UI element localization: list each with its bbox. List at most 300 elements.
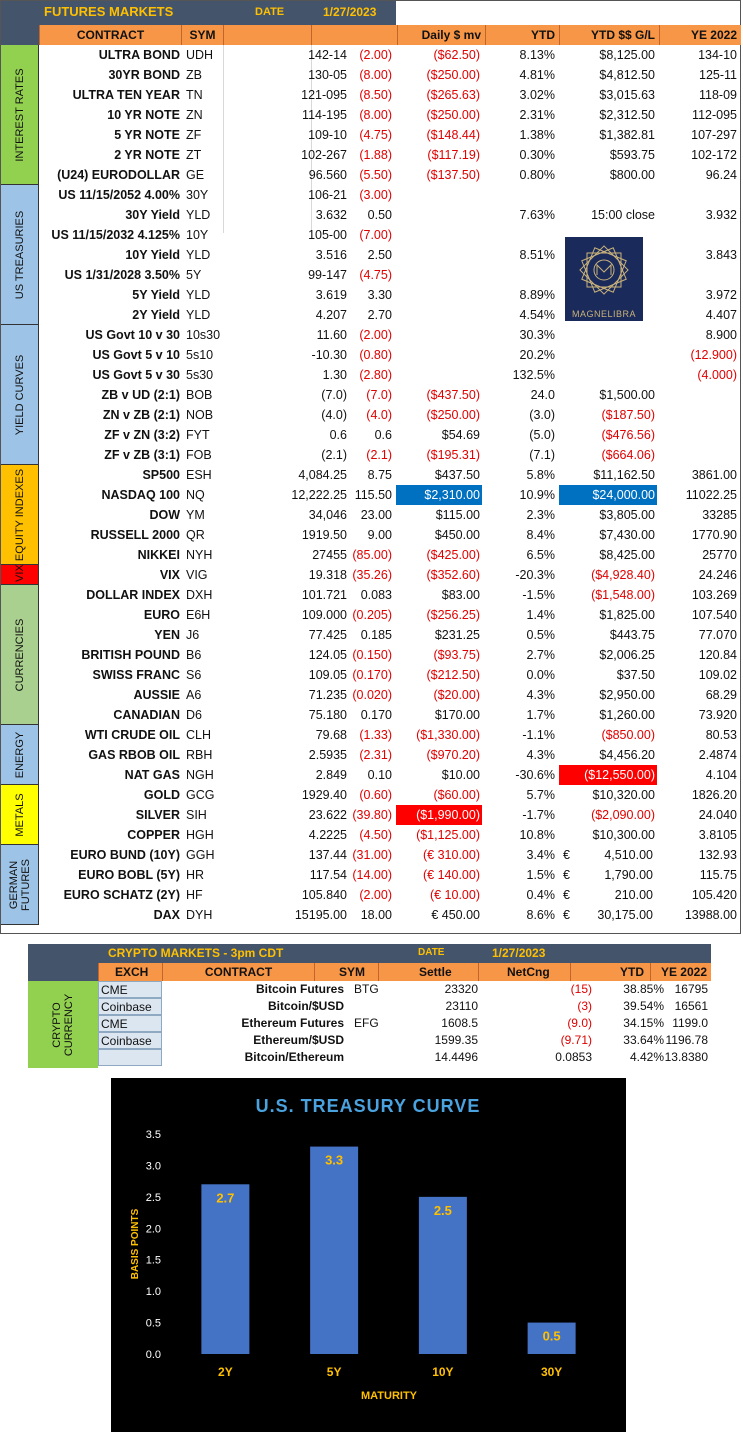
change-cell: (0.170) <box>352 668 392 682</box>
symbol-cell: 5Y <box>186 268 202 282</box>
table-row <box>39 425 741 445</box>
category-cell <box>1 785 39 845</box>
symbol-cell: CLH <box>186 728 212 742</box>
daily-mv-cell: ($195.31) <box>426 448 480 462</box>
ye-2022-cell: 118-09 <box>699 88 737 102</box>
symbol-cell: SIH <box>186 808 207 822</box>
category-cell <box>1 325 39 465</box>
ytd-gl-cell: $7,430.00 <box>599 528 655 542</box>
price-cell: 109.000 <box>301 608 347 622</box>
contract-cell: 2Y Yield <box>132 308 180 322</box>
crypto-corner-header <box>28 963 98 981</box>
contract-cell: SWISS FRANC <box>92 668 180 682</box>
ytd-cell: 20.2% <box>519 348 555 362</box>
ye-2022-cell: 107.540 <box>691 608 737 622</box>
ytd-gl-cell: 210.00 <box>614 888 653 902</box>
change-cell: 0.10 <box>367 768 392 782</box>
crypto-col-sym: SYM <box>314 963 378 981</box>
ytd-cell <box>485 265 555 285</box>
ytd-cell: 4.3% <box>526 748 555 762</box>
change-cell: (0.020) <box>352 688 392 702</box>
bar-data-label: 0.5 <box>542 1328 561 1344</box>
ye-2022-cell: 132.93 <box>698 848 737 862</box>
contract-cell: WTI CRUDE OIL <box>84 728 180 742</box>
daily-mv-cell: $450.00 <box>434 528 480 542</box>
contract-cell: EURO BOBL (5Y) <box>78 868 180 882</box>
ytd-gl-cell: ($12,550.00) <box>559 765 657 785</box>
contract-cell: US Govt 5 v 30 <box>92 368 180 382</box>
crypto-row <box>98 981 711 998</box>
contract-cell: VIX <box>159 568 180 582</box>
treasury-curve-chart <box>111 1078 626 1432</box>
daily-mv-cell: ($352.60) <box>426 568 480 582</box>
ytd-cell: 1.5% <box>526 868 555 882</box>
price-cell: 0.6 <box>329 428 347 442</box>
price-cell: 99-147 <box>308 268 347 282</box>
daily-mv-cell: ($60.00) <box>433 788 480 802</box>
ye-2022-cell: 68.29 <box>705 688 737 702</box>
ytd-gl-cell: ($4,928.40) <box>591 568 655 582</box>
price-cell: 124.05 <box>308 648 347 662</box>
table-row <box>39 665 741 685</box>
daily-mv-cell: ($1,125.00) <box>416 828 480 842</box>
ytd-cell: 5.7% <box>526 788 555 802</box>
ytd-gl-cell: $443.75 <box>609 628 655 642</box>
price-cell: 105-00 <box>308 228 347 242</box>
symbol-cell: NQ <box>186 488 205 502</box>
category-label: US TREASURIES <box>13 210 26 299</box>
contract-cell: DOLLAR INDEX <box>86 588 180 602</box>
price-cell: 137.44 <box>308 848 347 862</box>
price-cell: 109.05 <box>308 668 347 682</box>
contract-cell: 5 YR NOTE <box>114 128 180 142</box>
ytd-gl-cell: ($476.56) <box>601 428 655 442</box>
price-cell: 3.632 <box>315 208 347 222</box>
symbol-cell: B6 <box>186 648 202 662</box>
symbol-cell: 30Y <box>186 188 209 202</box>
symbol-cell: GCG <box>186 788 215 802</box>
daily-mv-cell: € 450.00 <box>431 908 480 922</box>
ytd-gl-cell: 4,510.00 <box>604 848 653 862</box>
ye-2022-cell: 102-172 <box>691 148 737 162</box>
symbol-cell: YLD <box>186 248 211 262</box>
change-cell: (39.80) <box>352 808 392 822</box>
ytd-cell: 33.64% <box>623 1033 664 1047</box>
ytd-cell: 8.6% <box>526 908 555 922</box>
ytd-gl-cell: $37.50 <box>616 668 655 682</box>
symbol-cell: RBH <box>186 748 213 762</box>
category-cell <box>1 585 39 725</box>
daily-mv-cell: $54.69 <box>441 428 480 442</box>
contract-cell: EURO BUND (10Y) <box>70 848 180 862</box>
ye-2022-cell: 73.920 <box>698 708 737 722</box>
bar-data-label: 2.5 <box>433 1202 452 1218</box>
x-tick-label: 30Y <box>540 1365 563 1379</box>
change-cell: 0.185 <box>360 628 392 642</box>
price-cell: 121-095 <box>301 88 347 102</box>
ye-2022-cell: 77.070 <box>698 628 737 642</box>
table-row <box>39 125 741 145</box>
contract-cell: ZN v ZB (2:1) <box>102 408 180 422</box>
ye-2022-cell: 1826.20 <box>691 788 737 802</box>
daily-mv-cell: $115.00 <box>435 508 480 522</box>
contract-cell: NAT GAS <box>124 768 180 782</box>
price-cell: 4,084.25 <box>298 468 347 482</box>
change-cell: (8.00) <box>359 68 392 82</box>
price-cell: 96.560 <box>308 168 347 182</box>
table-row <box>39 105 741 125</box>
ytd-cell: 0.80% <box>519 168 555 182</box>
contract-cell: US 1/31/2028 3.50% <box>64 268 180 282</box>
category-label: INTEREST RATES <box>13 67 26 162</box>
ye-2022-cell <box>659 425 737 445</box>
col-header-contract: CONTRACT <box>39 25 181 45</box>
table-row <box>39 45 741 65</box>
contract-cell: Bitcoin Futures <box>255 982 344 996</box>
table-row <box>39 85 741 105</box>
daily-mv-cell <box>396 225 482 245</box>
symbol-cell: 5s10 <box>186 348 214 362</box>
ytd-gl-cell <box>559 365 657 385</box>
ye-2022-cell: 1770.90 <box>691 528 737 542</box>
exchange-cell: CME <box>98 1015 162 1032</box>
ye-2022-cell: 3.932 <box>705 208 737 222</box>
exchange-cell: CME <box>98 981 162 998</box>
settle-cell: 23110 <box>445 999 478 1013</box>
price-cell: 11.60 <box>316 328 347 342</box>
settle-cell: 14.4496 <box>434 1050 478 1064</box>
change-cell: (2.31) <box>359 748 392 762</box>
price-cell: 12,222.25 <box>291 488 347 502</box>
price-cell: (4.0) <box>321 408 347 422</box>
table-row <box>39 505 741 525</box>
ye-2022-cell: (4.000) <box>697 368 737 382</box>
daily-mv-cell <box>396 265 482 285</box>
ytd-cell: -30.6% <box>515 768 555 782</box>
ye-2022-cell: 134-10 <box>698 48 737 62</box>
ye-2022-cell <box>659 385 737 405</box>
ye-2022-cell: 13988.00 <box>684 908 737 922</box>
ytd-cell: 4.81% <box>519 68 555 82</box>
ye-2022-cell: 1196.78 <box>665 1033 708 1047</box>
daily-mv-cell: ($250.00) <box>426 408 480 422</box>
ye-2022-cell: 115.75 <box>699 868 737 882</box>
ytd-cell: 8.89% <box>519 288 555 302</box>
contract-cell: 30YR BOND <box>108 68 180 82</box>
table-row <box>39 765 741 785</box>
contract-cell: BRITISH POUND <box>81 648 180 662</box>
ytd-cell: 132.5% <box>512 368 555 382</box>
y-axis-label: BASIS POINTS <box>130 1208 141 1280</box>
ytd-cell: 8.51% <box>519 248 555 262</box>
symbol-cell: GGH <box>186 848 215 862</box>
daily-mv-cell <box>396 305 482 325</box>
daily-mv-cell: ($265.63) <box>426 88 480 102</box>
settle-cell: 23320 <box>444 982 478 996</box>
symbol-cell: FYT <box>186 428 210 442</box>
col-header-daily-mv: Daily $ mv <box>397 25 485 45</box>
contract-cell: AUSSIE <box>133 688 180 702</box>
price-cell: 101.721 <box>301 588 347 602</box>
symbol-cell: EFG <box>354 1016 379 1030</box>
y-tick-label: 0.0 <box>145 1349 161 1361</box>
crypto-row <box>98 1049 711 1066</box>
change-cell: 115.50 <box>354 488 392 502</box>
category-cell <box>1 565 39 585</box>
symbol-cell: HF <box>186 888 203 902</box>
contract-cell: 30Y Yield <box>125 208 180 222</box>
ytd-gl-cell: $24,000.00 <box>559 485 657 505</box>
ytd-cell: 8.4% <box>526 528 555 542</box>
ytd-gl-cell <box>559 325 657 345</box>
change-cell: (1.33) <box>359 728 392 742</box>
ytd-gl-cell: $3,805.00 <box>599 508 655 522</box>
ytd-cell: 10.9% <box>519 488 555 502</box>
category-label: ENERGY <box>13 731 26 778</box>
ytd-cell: 4.3% <box>526 688 555 702</box>
ye-2022-cell <box>659 445 737 465</box>
symbol-cell: E6H <box>186 608 211 622</box>
ytd-gl-cell <box>559 185 657 205</box>
category-label: CURRENCIES <box>13 618 26 691</box>
table-row <box>39 705 741 725</box>
category-cell <box>1 185 39 325</box>
table-row <box>39 865 741 885</box>
contract-cell: Ethereum/$USD <box>253 1033 344 1047</box>
table-row <box>39 745 741 765</box>
ye-2022-cell <box>659 185 737 205</box>
price-cell: 109-10 <box>308 128 347 142</box>
y-tick-label: 1.5 <box>145 1254 161 1267</box>
change-cell: (7.00) <box>359 228 392 242</box>
change-cell: (0.60) <box>359 788 392 802</box>
x-tick-label: 10Y <box>432 1365 454 1379</box>
bar <box>201 1184 249 1354</box>
ye-2022-cell: 80.53 <box>705 728 737 742</box>
ytd-gl-cell: $2,312.50 <box>599 108 655 122</box>
change-cell: (8.50) <box>359 88 392 102</box>
price-cell: 3.516 <box>315 248 347 262</box>
table-row <box>39 645 741 665</box>
daily-mv-cell: ($148.44) <box>426 128 480 142</box>
ytd-cell: 6.5% <box>526 548 555 562</box>
ye-2022-cell: (12.900) <box>690 348 737 362</box>
corner-header <box>1 25 39 45</box>
ye-2022-cell: 3861.00 <box>691 468 737 482</box>
exchange-cell <box>98 1049 162 1066</box>
ye-2022-cell: 107-297 <box>691 128 737 142</box>
crypto-category-label: CRYPTO CURRENCY <box>51 993 75 1056</box>
daily-mv-cell: ($970.20) <box>426 748 480 762</box>
daily-mv-cell: $83.00 <box>441 588 480 602</box>
ytd-gl-cell: $8,125.00 <box>599 48 655 62</box>
ye-2022-cell: 24.246 <box>698 568 737 582</box>
ytd-gl-cell: ($2,090.00) <box>591 808 655 822</box>
ytd-cell: 24.0 <box>530 388 555 402</box>
netcng-cell: 0.0853 <box>555 1050 592 1064</box>
change-cell: (35.26) <box>352 568 392 582</box>
ye-2022-cell: 25770 <box>702 548 737 562</box>
change-cell: 0.170 <box>360 708 392 722</box>
currency-cell: € <box>563 908 570 922</box>
ytd-cell: 38.85% <box>623 982 664 996</box>
daily-mv-cell: (€ 140.00) <box>423 868 480 882</box>
netcng-cell: (9.71) <box>560 1033 592 1047</box>
symbol-cell: ZF <box>186 128 202 142</box>
contract-cell: YEN <box>154 628 180 642</box>
category-label: EQUITY INDEXES <box>13 468 26 561</box>
ytd-gl-cell: ($850.00) <box>601 728 655 742</box>
symbol-cell: DYH <box>186 908 213 922</box>
crypto-col-ye-2022: YE 2022 <box>650 963 711 981</box>
bar <box>310 1147 358 1354</box>
table-row <box>39 385 741 405</box>
netcng-cell: (9.0) <box>567 1016 592 1030</box>
x-axis-label: MATURITY <box>360 1390 418 1402</box>
contract-cell: COPPER <box>127 828 180 842</box>
y-tick-label: 2.0 <box>145 1223 161 1236</box>
ytd-gl-cell: 30,175.00 <box>597 908 653 922</box>
price-cell: (2.1) <box>321 448 347 462</box>
price-cell: 102-267 <box>301 148 347 162</box>
table-row <box>39 465 741 485</box>
crypto-row <box>98 1032 711 1049</box>
contract-cell: CANADIAN <box>113 708 180 722</box>
ytd-cell: -1.1% <box>522 728 555 742</box>
price-cell: 77.425 <box>308 628 347 642</box>
daily-mv-cell: ($93.75) <box>433 648 480 662</box>
symbol-cell: BTG <box>354 982 379 996</box>
daily-mv-cell: $10.00 <box>441 768 480 782</box>
col-header-ye-2022: YE 2022 <box>659 25 741 45</box>
ytd-gl-cell: $3,015.63 <box>599 88 655 102</box>
category-cell <box>1 845 39 925</box>
symbol-cell: NYH <box>186 548 213 562</box>
ytd-gl-cell: $4,812.50 <box>599 68 655 82</box>
change-cell: (2.80) <box>359 368 392 382</box>
contract-cell: ULTRA BOND <box>98 48 180 62</box>
magnelibra-logo <box>565 237 643 321</box>
symbol-cell: ZN <box>186 108 203 122</box>
change-cell: 0.083 <box>360 588 392 602</box>
change-cell: 2.50 <box>367 248 392 262</box>
currency-cell: € <box>563 868 570 882</box>
col-header-chg <box>311 25 397 45</box>
symbol-cell: QR <box>186 528 205 542</box>
symbol-cell: HR <box>186 868 205 882</box>
bar-data-label: 2.7 <box>216 1190 235 1206</box>
price-cell: 1929.40 <box>301 788 347 802</box>
table-row <box>39 365 741 385</box>
ytd-cell: 3.02% <box>519 88 555 102</box>
symbol-cell: FOB <box>186 448 212 462</box>
price-cell: 4.207 <box>315 308 347 322</box>
table-row <box>39 625 741 645</box>
category-cell <box>1 725 39 785</box>
contract-cell: EURO SCHATZ (2Y) <box>63 888 180 902</box>
contract-cell: US Govt 10 v 30 <box>85 328 180 342</box>
netcng-cell: (15) <box>570 982 592 996</box>
ye-2022-cell: 1199.0 <box>672 1016 708 1030</box>
symbol-cell: BOB <box>186 388 213 402</box>
ye-2022-cell: 13.8380 <box>664 1050 708 1064</box>
contract-cell: GOLD <box>143 788 180 802</box>
price-cell: 4.2225 <box>308 828 347 842</box>
crypto-title: CRYPTO MARKETS - 3pm CDT <box>108 946 284 960</box>
ytd-gl-cell: $1,382.81 <box>599 128 655 142</box>
daily-mv-cell: ($256.25) <box>426 608 480 622</box>
table-row <box>39 205 741 225</box>
contract-cell: NASDAQ 100 <box>101 488 180 502</box>
table-row <box>39 525 741 545</box>
symbol-cell: NOB <box>186 408 214 422</box>
category-label: METALS <box>13 792 26 837</box>
ye-2022-cell: 3.972 <box>705 288 737 302</box>
ye-2022-cell: 96.24 <box>705 168 737 182</box>
ye-2022-cell: 120.84 <box>698 648 737 662</box>
change-cell: (3.00) <box>359 188 392 202</box>
table-row <box>39 345 741 365</box>
contract-cell: US 11/15/2052 4.00% <box>58 188 180 202</box>
change-cell: (0.150) <box>352 648 392 662</box>
change-cell: (2.00) <box>359 48 392 62</box>
ytd-gl-cell: $10,300.00 <box>592 828 655 842</box>
daily-mv-cell: ($425.00) <box>426 548 480 562</box>
symbol-cell: J6 <box>186 628 200 642</box>
bar-data-label: 3.3 <box>325 1152 344 1168</box>
ytd-gl-cell: $1,260.00 <box>599 708 655 722</box>
ye-2022-cell: 103.269 <box>691 588 737 602</box>
change-cell: (4.75) <box>359 128 392 142</box>
ytd-cell: 7.63% <box>519 208 555 222</box>
y-tick-label: 3.0 <box>145 1160 161 1173</box>
daily-mv-cell: ($1,330.00) <box>416 728 480 742</box>
contract-cell: (U24) EURODOLLAR <box>57 168 180 182</box>
symbol-cell: GE <box>186 168 205 182</box>
ytd-cell: 39.54% <box>623 999 664 1013</box>
table-row <box>39 785 741 805</box>
ye-2022-cell: 3.843 <box>705 248 737 262</box>
crypto-col-settle: Settle <box>378 963 478 981</box>
ye-2022-cell: 8.900 <box>705 328 737 342</box>
symbol-cell: UDH <box>186 48 214 62</box>
y-tick-label: 0.5 <box>145 1317 161 1330</box>
ytd-gl-cell: $10,320.00 <box>592 788 655 802</box>
crypto-col-contract: CONTRACT <box>162 963 314 981</box>
ytd-cell: -1.7% <box>522 808 555 822</box>
col-header-ytd-gl: YTD $$ G/L <box>559 25 659 45</box>
price-cell: 106-21 <box>308 188 347 202</box>
ye-2022-cell: 16561 <box>674 999 708 1013</box>
daily-mv-cell: ($137.50) <box>426 168 480 182</box>
contract-cell: Bitcoin/$USD <box>267 999 344 1013</box>
futures-title: FUTURES MARKETS <box>44 4 174 19</box>
change-cell: (85.00) <box>352 548 392 562</box>
price-cell: 2.849 <box>315 768 347 782</box>
table-row <box>39 185 741 205</box>
contract-cell: 10 YR NOTE <box>107 108 180 122</box>
ytd-cell: 3.4% <box>526 848 555 862</box>
ytd-cell: -20.3% <box>515 568 555 582</box>
crypto-date: 1/27/2023 <box>492 946 546 960</box>
ytd-cell: 4.54% <box>519 308 555 322</box>
daily-mv-cell <box>396 285 482 305</box>
contract-cell: SILVER <box>135 808 180 822</box>
price-cell: 19.318 <box>308 568 347 582</box>
ytd-cell: 8.13% <box>519 48 555 62</box>
symbol-cell: VIG <box>186 568 208 582</box>
daily-mv-cell <box>396 205 482 225</box>
